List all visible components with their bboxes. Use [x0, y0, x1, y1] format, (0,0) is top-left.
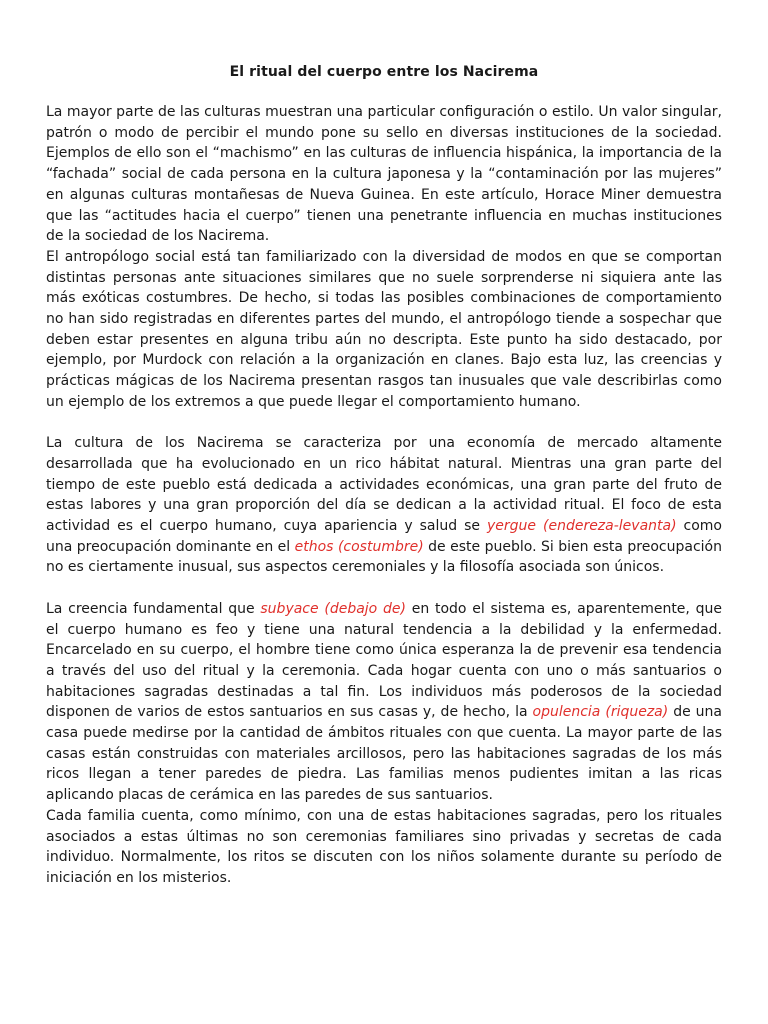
paragraph-anthropologist: El antropólogo social está tan familiarizado con la diversidad de modos en que se comportan distintas personas ante situaciones similares que no suele sorprenderse ni siquiera ante las más exóticas costumbres. De hecho, si todas las posibles combinaciones de comportamiento no han sido registradas en diferentes partes del mundo, el antropólogo tiende a sospechar que deben estar presentes en alguna tribu aún no descripta. Este punto ha sido destacado, por ejemplo, por Murdock con relación a la organización en clanes. Bajo esta luz, las creencias y prácticas mágicas de los Nacirema presentan rasgos tan inusuales que vale describirlas como un ejemplo de los extremos a que puede llegar el comportamiento humano.: [46, 248, 722, 410]
highlighted-term: subyace (debajo de): [260, 600, 406, 617]
highlighted-term: ethos (costumbre): [294, 538, 424, 555]
highlighted-term: opulencia (riqueza): [532, 704, 669, 721]
paragraph-text: de este pueblo. Si bien esta preocupación no es ciertamente inusual, sus aspectos ceremoniales y la filosofía asociada son únicos.: [46, 538, 722, 576]
document-title: El ritual del cuerpo entre los Nacirema: [229, 64, 539, 80]
paragraph-text: en todo el sistema es, aparentemente, que el cuerpo humano es feo y tiene una natural tendencia a la debilidad y la enfermedad. Encarcelado en su cuerpo, el hombre tiene como única esperanza la de prevenir esa tendencia a través del uso del ritual y la ceremonia. Cada hogar cuenta con uno o más santuarios o habitaciones sagradas destinadas a tal fin. Los individuos más poderosos de la sociedad disponen de varios de estos santuarios en sus casas y, de hecho, la: [46, 600, 722, 721]
paragraph-family: Cada familia cuenta, como mínimo, con una de estas habitaciones sagradas, pero los rituales asociados a estas últimas no son ceremonias familiares sino privadas y secretas de cada individuo. Normalmente, los ritos se discuten con los niños solamente durante su período de iniciación en los misterios.: [46, 807, 722, 886]
paragraph-text: de una casa puede medirse por la cantidad de ámbitos rituales con que cuenta. La mayor parte de las casas están construidas con materiales arcillosos, pero las habitaciones sagradas de los más ricos llegan a tener paredes de piedra. Las familias menos pudientes imitan a las ricas aplicando placas de cerámica en las paredes de sus santuarios.: [46, 704, 723, 804]
paragraph-text: La creencia fundamental que: [46, 600, 261, 617]
paragraph-belief: [46, 599, 722, 806]
paragraph-text: como una preocupación dominante en el: [46, 518, 722, 555]
highlighted-term: yergue (endereza-levanta): [487, 518, 677, 535]
paragraph-culture: [46, 433, 722, 578]
paragraph-intro: La mayor parte de las culturas muestran una particular configuración o estilo. Un valor singular, patrón o modo de percibir el mundo pone su sello en diversas instituciones de la sociedad. Ejemplos de ello son el “machismo” en las culturas de influencia hispánica, la importancia de la “fachada” social de cada persona en la cultura japonesa y la “contaminación por las mujeres” en algunas culturas montañesas de Nueva Guinea. En este artículo, Horace Miner demuestra que las “actitudes hacia el cuerpo” tienen una penetrante influencia en muchas instituciones de la sociedad de los Nacirema.: [46, 104, 722, 245]
paragraph-text: La cultura de los Nacirema se caracteriza por una economía de mercado altamente desarrollada que ha evolucionado en un rico hábitat natural. Mientras una gran parte del tiempo de este pueblo está dedicada a actividades económicas, una gran parte del fruto de estas labores y una gran proporción del día se dedican a la actividad ritual. El foco de esta actividad es el cuerpo humano, cuya apariencia y salud se: [46, 435, 722, 535]
document-body: [46, 102, 722, 889]
